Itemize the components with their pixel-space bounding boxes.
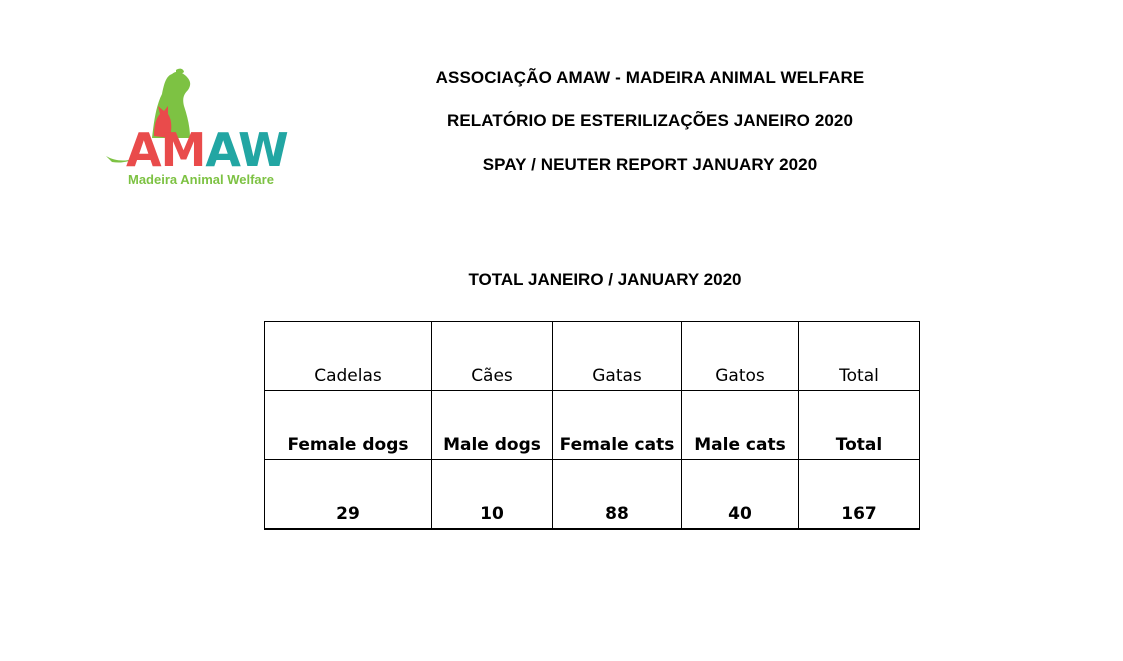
logo-tagline: Madeira Animal Welfare (128, 172, 274, 187)
table-title: TOTAL JANEIRO / JANUARY 2020 (468, 270, 742, 289)
value-male-dogs: 10 (432, 460, 553, 529)
table-row-headers-en (265, 391, 920, 460)
header-caes: Cães (432, 322, 553, 391)
report-title-pt: RELATÓRIO DE ESTERILIZAÇÕES JANEIRO 2020 (446, 111, 854, 130)
header-total-en: Total (799, 391, 920, 460)
value-total: 167 (799, 460, 920, 529)
header-female-dogs: Female dogs (265, 391, 432, 460)
report-title-en: SPAY / NEUTER REPORT JANUARY 2020 (482, 155, 818, 174)
table-row-headers-pt (265, 322, 920, 391)
value-female-dogs: 29 (265, 460, 432, 529)
header-male-dogs: Male dogs (432, 391, 553, 460)
amaw-logo (104, 66, 294, 190)
header-gatas: Gatas (553, 322, 682, 391)
header-gatos: Gatos (682, 322, 799, 391)
table-row-values (265, 460, 920, 529)
logo-text: AMAW (126, 123, 288, 177)
sterilization-table (264, 321, 920, 530)
header-cadelas: Cadelas (265, 322, 432, 391)
value-male-cats: 40 (682, 460, 799, 529)
value-female-cats: 88 (553, 460, 682, 529)
header-female-cats: Female cats (553, 391, 682, 460)
header-total-pt: Total (799, 322, 920, 391)
association-name: ASSOCIAÇÃO AMAW - MADEIRA ANIMAL WELFARE (435, 68, 865, 87)
header-male-cats: Male cats (682, 391, 799, 460)
